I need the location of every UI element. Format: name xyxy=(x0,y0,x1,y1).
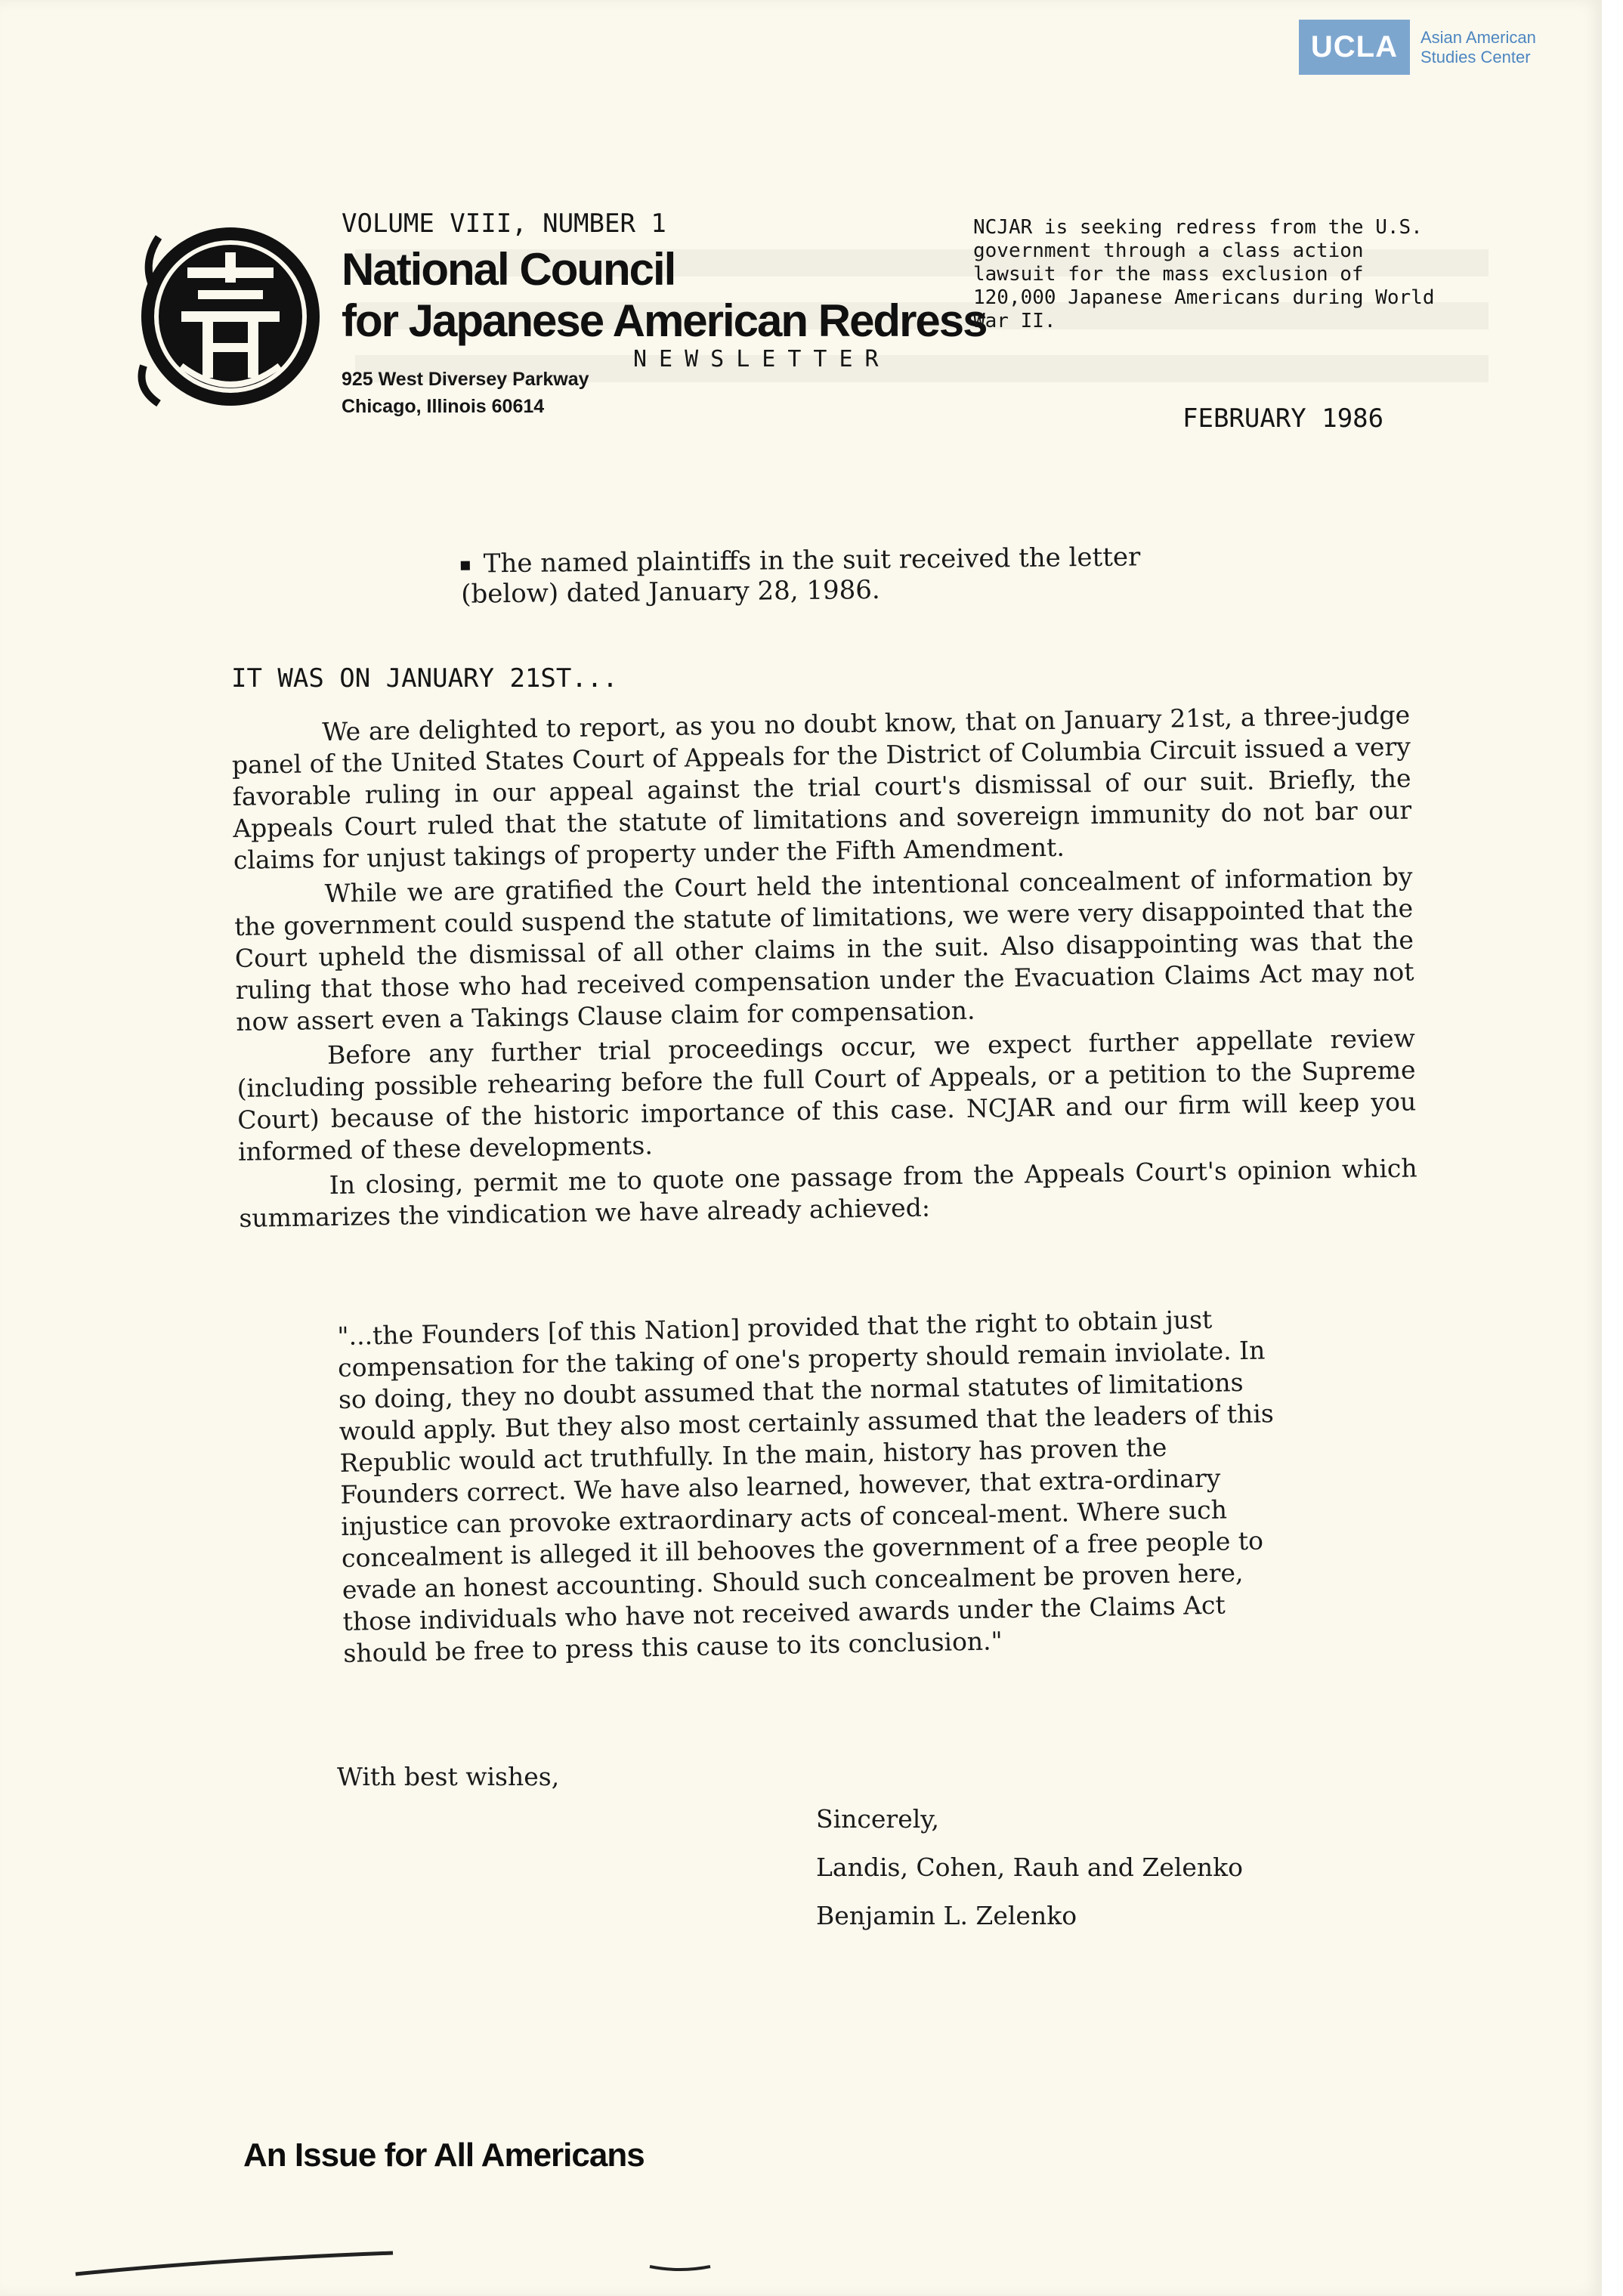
letter-heading: IT WAS ON JANUARY 21ST... xyxy=(231,663,618,694)
letter-body xyxy=(231,699,1418,1234)
intro-text: The named plaintiffs in the suit received the letter (below) dated January 28, 1986. xyxy=(461,542,1141,610)
org-name-line2: for Japanese American Redress xyxy=(342,295,987,346)
closing: With best wishes, xyxy=(337,1762,560,1791)
intro-note xyxy=(461,542,1142,609)
firm-name: Landis, Cohen, Rauh and Zelenko xyxy=(816,1853,1244,1882)
ucla-logo: UCLA xyxy=(1299,20,1410,75)
issue-date: FEBRUARY 1986 xyxy=(1182,403,1384,434)
paragraph: We are delighted to report, as you no doubt know, that on January 21st, a three-judge panel of the United States Court of Appeals for the District of Columbia Circuit issued a very favorable ruling in our appeal against the trial court's dismissal of our suit. Briefly, the Appeals Court ruled that the statute of limitations and sovereign immunity do not bar our claims for unjust takings of property under the Fifth Amendment. xyxy=(231,700,1412,875)
newsletter-label: NEWSLETTER xyxy=(633,346,891,372)
bullet-icon xyxy=(461,561,470,570)
court-quote: "...the Founders [of this Nation] provided that the right to obtain just compensation for the taking of one's property should remain inviolate. In so doing, they no doubt assumed that the normal statutes of limitations would apply. But they also most certainly assumed that the leaders of this Republic would act truthfully. In the main, history has proven the Founders correct. We have also learned, however, that extra-ordinary injustice can provoke extraordinary acts of conceal-ment. Where such concealment is alleged it ill behooves the government of a free people to evade an honest accounting. Should such concealment be proven here, those individuals who have not received awards under the Claims Act should be free to press this cause to its conclusion." xyxy=(337,1304,1275,1668)
address-street: 925 West Diversey Parkway xyxy=(342,369,589,390)
signer-name: Benjamin L. Zelenko xyxy=(816,1901,1077,1930)
mission-statement: NCJAR is seeking redress from the U.S. government through a class action lawsuit for the mass exclusion of 120,000 Japanese Americans during World War II. xyxy=(973,216,1435,332)
footer-tagline: An Issue for All Americans xyxy=(243,2137,645,2174)
paragraph: While we are gratified the Court held the intentional concealment of information by the government could suspend the statute of limitations, we were very disappointed that the Court upheld the dismissal of all other claims in the suit. Also disappointing was that the ruling that those who had received compensation under the Evacuation Claims Act may not now assert even a Takings Clause claim for compensation. xyxy=(234,861,1414,1037)
paragraph: Before any further trial proceedings occur, we expect further appellate review (including possible rehearing before the full Court of Appeals, or a petition to the Supreme Court) because of the historic importance of this case. NCJAR and our firm will keep you informed of these developments. xyxy=(236,1023,1417,1167)
archive-logo xyxy=(1299,20,1572,75)
volume-number: VOLUME VIII, NUMBER 1 xyxy=(342,209,666,239)
ncjar-seal-icon xyxy=(128,215,332,419)
paragraph: In closing, permit me to quote one passage from the Appeals Court's opinion which summarizes the vindication we have already achieved: xyxy=(239,1153,1417,1233)
address-city: Chicago, Illinois 60614 xyxy=(342,396,545,417)
center-name: Asian American Studies Center xyxy=(1421,27,1536,66)
org-name-line1: National Council xyxy=(342,244,675,295)
valediction: Sincerely, xyxy=(816,1804,940,1834)
scan-marks xyxy=(0,2236,1602,2296)
